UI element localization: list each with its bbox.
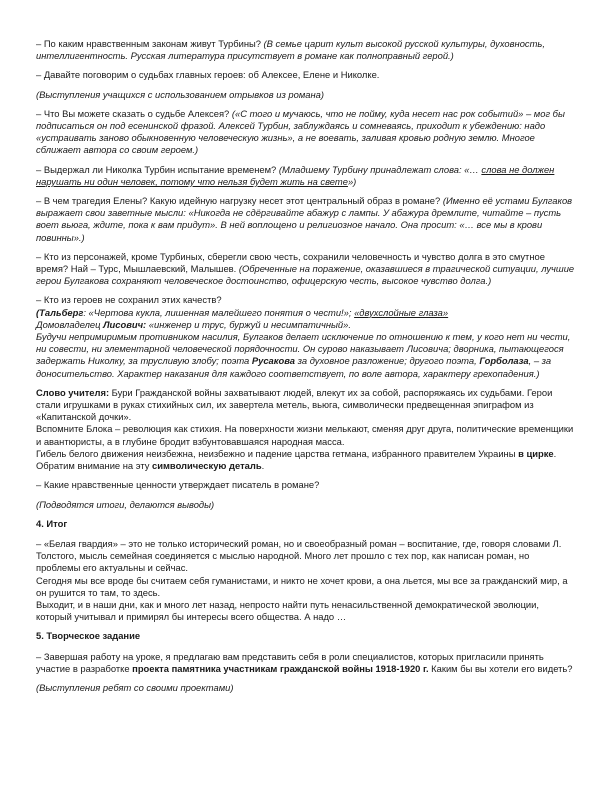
symbolic-detail-bold: символическую деталь <box>152 460 262 472</box>
paragraph-elena <box>36 195 576 244</box>
teacher-word-text: Бури Гражданской войны захватывают людей, влекут их за собой, распоряжаясь их судьбами. Герои стали игрушками в руках стихийных сил, их завертела метель, вьюга, символически предвещенная эпиграфом из «Капитанской дочки». <box>36 386 553 423</box>
question-text: – В чем трагедия Елены? Какую идейную нагрузку несет этот центральный образ в романе? <box>36 195 441 207</box>
punishment-text <box>36 331 576 380</box>
question-text: – Кто из персонажей, кроме Турбиных, сберегли свою честь, сохранили человечность и чувство долга в это смутное время? Най – Турс, Мышлаевский, Малышев. <box>36 250 545 275</box>
hetman-text-mid: . Обратим внимание на эту <box>36 447 557 472</box>
conclusion-text-1: – «Белая гвардия» – это не только исторический роман, но и своеобразный роман – воспитание, где, говоря словами Л. Толстого, мысль семейная соединяется с мыслью народной. Много лет прошло с тех пор, как написан роман, но проблемы его актуальны и сейчас. <box>36 537 562 574</box>
paragraph-conclusion <box>36 538 576 623</box>
punishment-text-mid: за духовное разложение; другого поэта, <box>295 355 480 367</box>
talberg-line <box>36 307 576 319</box>
paragraph-student-readings: (Выступления учащихся с использованием отрывков из романа) <box>36 88 324 100</box>
monument-project-bold: проекта памятника участникам гражданской войны 1918-1920 г. <box>132 662 429 674</box>
lisovich-prefix: Домовладелец <box>36 318 104 330</box>
paragraph-alexey <box>36 108 576 157</box>
hetman-text-start: Гибель белого движения неизбежна, неизбежно и падение царства гетмана, избранного правителем Украины <box>36 447 519 459</box>
punishment-text-end: , – за доносительство. Характер наказания для каждого соответствует, по воле автора, характеру грехопадения.) <box>36 355 552 379</box>
paragraph-nikolka <box>36 164 576 188</box>
answer-text: (Обреченные на поражение, оказавшиеся в трагической ситуации, лучшие герои Булгакова сохраняют человеческое достоинство, офицерскую честь, высокое чувство долга.) <box>36 263 575 287</box>
underlined-quote: слова не должен нарушать ни один человек, потому что нельзя будет жить на свете <box>36 163 555 187</box>
hetman-text-end: . <box>261 460 265 472</box>
conclusion-text-3: Выходит, и в наши дни, как и много лет назад, непросто найти путь ненасильственной демократической эволюции, который учитывал и примирял бы интересы всего общества. А надо … <box>36 598 540 623</box>
teacher-word-label: Слово учителя: <box>36 386 110 398</box>
section-heading-summary: 4. Итог <box>36 517 68 529</box>
circus-bold: в цирке <box>518 447 554 459</box>
rusakov-name: Русакова <box>251 355 296 367</box>
question-text: – Выдержал ли Николка Турбин испытание временем? <box>36 163 277 175</box>
question-text: – Что Вы можете сказать о судьбе Алексея? <box>36 107 230 119</box>
paragraph-heroes-intro: – Давайте поговорим о судьбах главных героев: об Алексее, Елене и Николке. <box>36 69 380 81</box>
talberg-quote: : «Чертова кукла, лишенная малейшего понятия о чести!»; <box>83 306 355 318</box>
paragraph-teacher-word <box>36 387 576 472</box>
teacher-word-first <box>36 387 552 422</box>
question-text: – Кто из героев не сохранил этих качеств? <box>36 294 222 306</box>
task-text-end: Каким бы вы хотели его видеть? <box>428 662 573 674</box>
paragraph-creative-task <box>36 651 576 675</box>
paragraph-honor <box>36 251 576 288</box>
conclusion-text-2: Сегодня мы все вроде бы считаем себя гуманистами, и никто не хочет крови, а она льется, мы все за гражданский мир, а он рушится то там, то здесь. <box>36 574 568 598</box>
talberg-name: (Тальберг <box>36 306 84 318</box>
lisovich-quote: «инженер и трус, буржуй и несимпатичный». <box>146 318 351 330</box>
talberg-underlined: «двухслойные глаза» <box>354 306 449 318</box>
paragraph-summary-note: (Подводятся итоги, делаются выводы) <box>36 498 215 510</box>
answer-text: (В семье царит культ высокой русской культуры, духовность, интеллигентность. Русская литература присутствует в романе как полноправный герой.) <box>36 38 545 62</box>
punishment-text-start: Будучи непримиримым противником насилия, Булгаков делает исключение по отношению к тем, у кого нет ни чести, ни совести, ни элементарной человеческой порядочности. Он сурово наказывает Лисовича; дворника, пытающегося задержать Николку, за трусливую злобу; поэта <box>36 331 571 367</box>
lisovich-line <box>36 319 576 331</box>
question-text: – По каким нравственным законам живут Турбины? <box>36 38 261 49</box>
hetman-text <box>36 448 576 472</box>
answer-text-end: ») <box>347 175 357 187</box>
paragraph-antiheroes <box>36 294 576 379</box>
paragraph-moral-values: – Какие нравственные ценности утверждает писатель в романе? <box>36 479 320 491</box>
section-heading-creative-task: 5. Творческое задание <box>36 630 141 642</box>
answer-text: (Именно её устами Булгаков выражает свои заветные мысли: «Никогда не сдёргивайте абажур с лампы. У абажура дремлите, читайте – пусть воет вьюга, ждите, пока к вам придут». В ней воплощено и религиозное начало. Она просит: «… все мы в крови повинны».) <box>36 195 573 243</box>
blok-text: Вспомните Блока – революция как стихия. На поверхности жизни мелькают, сменяя друг друга, политические временщики и авантюристы, а в глубине бродит взбунтовавшаяся народная масса. <box>36 423 574 447</box>
task-text-start: – Завершая работу на уроке, я предлагаю вам представить себя в роли специалистов, которых пригласили принять участие в разработке <box>36 650 544 674</box>
gorbolaz-name: Горболаза <box>479 355 529 367</box>
paragraph-student-projects: (Выступления ребят со своими проектами) <box>36 681 234 693</box>
answer-text: («С того и мучаюсь, что не пойму, куда несет нас рок событий» – мог бы подписаться он под есенинской фразой. Алексей Турбин, заблуждаясь и сомневаясь, приходит к убеждению: надо «устраивать заново обыкновенную человеческую жизнь», а не воевать, заливая кровью родную землю. Многое сближает автора со своим героем.) <box>36 107 565 156</box>
answer-text: (Младшему Турбину принадлежат слова: «… <box>276 163 482 175</box>
paragraph-turbins-laws <box>36 38 576 62</box>
lisovich-name: Лисович: <box>103 318 147 330</box>
